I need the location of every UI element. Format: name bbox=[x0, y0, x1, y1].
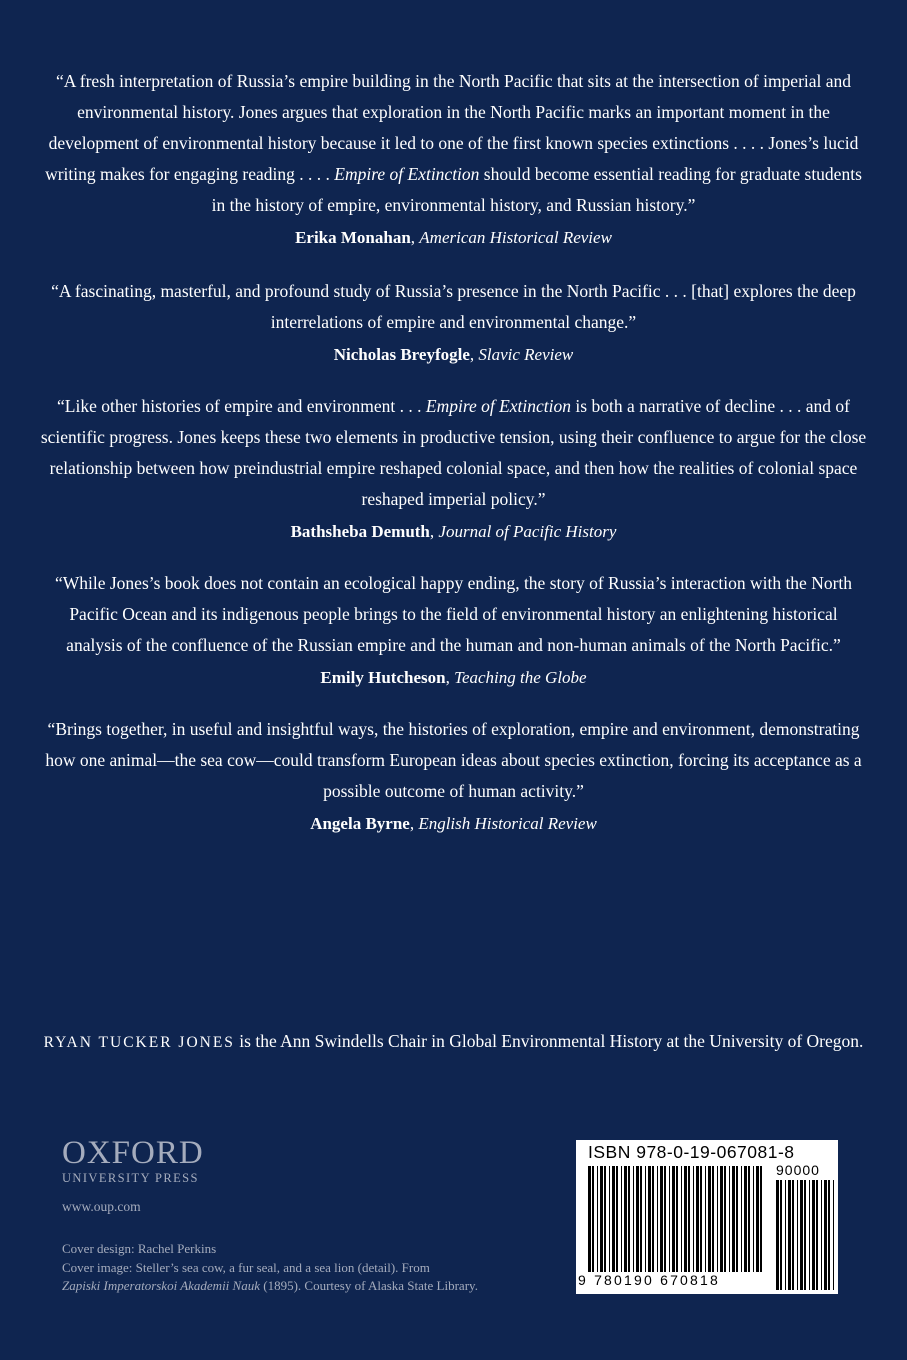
barcode-bar bbox=[669, 1166, 670, 1272]
barcode-bar bbox=[676, 1166, 678, 1272]
attribution-separator: , bbox=[469, 345, 479, 364]
attribution-separator: , bbox=[445, 668, 455, 687]
review-quote bbox=[40, 66, 867, 221]
barcode-bar bbox=[736, 1166, 738, 1272]
review-block bbox=[40, 714, 867, 836]
review-source: Slavic Review bbox=[478, 345, 574, 364]
publisher-website: www.oup.com bbox=[62, 1199, 141, 1214]
review-quote bbox=[40, 276, 867, 338]
review-attribution bbox=[40, 812, 867, 836]
attribution-separator: , bbox=[410, 228, 420, 247]
barcode-bar bbox=[732, 1166, 735, 1272]
isbn-barcode bbox=[576, 1140, 838, 1294]
barcode-bar bbox=[648, 1166, 651, 1272]
review-block bbox=[40, 568, 867, 690]
review-block bbox=[40, 391, 867, 544]
review-source: Journal of Pacific History bbox=[438, 522, 617, 541]
barcode-bar bbox=[636, 1166, 639, 1272]
barcode-bar bbox=[753, 1166, 754, 1272]
review-attribution bbox=[40, 226, 867, 250]
barcode-bar bbox=[604, 1166, 606, 1272]
barcode-bar bbox=[628, 1166, 630, 1272]
review-block bbox=[40, 66, 867, 250]
barcode-bar bbox=[592, 1166, 594, 1272]
author-name: RYAN TUCKER JONES bbox=[43, 1034, 235, 1051]
attribution-separator: , bbox=[409, 814, 419, 833]
attribution-separator: , bbox=[429, 522, 439, 541]
quote-text: is both a narrative of decline . . . and of scientific progress. Jones keeps these two elements in productive tension, using their confluence to argue for the close relationship between how preindustrial empire reshaped colonial space, and then how the realities of colonial space reshaped imperial policy.” bbox=[40, 396, 867, 509]
barcode-bar bbox=[600, 1166, 603, 1272]
reviewer-name: Bathsheba Demuth bbox=[290, 522, 430, 541]
publisher-subtitle: UNIVERSITY PRESS bbox=[62, 1171, 199, 1185]
barcode-bar bbox=[756, 1166, 759, 1272]
barcode-bar bbox=[744, 1166, 747, 1272]
cover-image-source bbox=[62, 1277, 478, 1296]
barcode-bar bbox=[588, 1166, 591, 1272]
barcode-bar bbox=[760, 1166, 762, 1272]
review-attribution bbox=[40, 666, 867, 690]
review-source: English Historical Review bbox=[418, 814, 597, 833]
cover-credits bbox=[62, 1240, 478, 1296]
quote-text: “A fascinating, masterful, and profound study of Russia’s presence in the North Pacific . . . [that] explores the deep interrelations of empire and environmental change.” bbox=[51, 281, 856, 332]
barcode-bar bbox=[729, 1166, 730, 1272]
review-attribution bbox=[40, 520, 867, 544]
barcode-bar bbox=[708, 1166, 711, 1272]
reviewer-name: Nicholas Breyfogle bbox=[333, 345, 470, 364]
barcode-addon-digits: 90000 bbox=[776, 1162, 820, 1178]
publisher-logo bbox=[62, 1136, 204, 1186]
review-quote bbox=[40, 391, 867, 515]
barcode-bar bbox=[700, 1166, 702, 1272]
barcode-bar bbox=[621, 1166, 622, 1272]
barcode-bar bbox=[688, 1166, 690, 1272]
barcode-bar bbox=[664, 1166, 666, 1272]
publisher-name: OXFORD bbox=[62, 1135, 204, 1171]
quote-text: “While Jones’s book does not contain an ecological happy ending, the story of Russia’s interaction with the North Pacific Ocean and its indigenous people brings to the field of environmental history an enlightening historical analysis of the confluence of the Russian empire and the human and non-human animals of the North Pacific.” bbox=[54, 573, 853, 655]
barcode-bar bbox=[724, 1166, 726, 1272]
isbn-label: ISBN 978-0-19-067081-8 bbox=[588, 1142, 795, 1162]
barcode-bar bbox=[657, 1166, 658, 1272]
review-quote bbox=[40, 714, 867, 807]
barcode-main-digits: 9 780190 670818 bbox=[578, 1272, 720, 1288]
barcode-bar bbox=[696, 1166, 699, 1272]
quote-title-italic: Empire of Extinction bbox=[425, 396, 572, 416]
cover-image-source-title: Zapiski Imperatorskoi Akademii Nauk bbox=[62, 1278, 260, 1293]
barcode-bar bbox=[741, 1166, 742, 1272]
barcode-bar bbox=[693, 1166, 694, 1272]
quote-text: “Like other histories of empire and environment . . . bbox=[57, 396, 426, 416]
cover-image-source-rest: (1895). Courtesy of Alaska State Library. bbox=[260, 1278, 478, 1293]
reviewer-name: Erika Monahan bbox=[295, 228, 411, 247]
barcode-bar bbox=[672, 1166, 675, 1272]
barcode-bar bbox=[609, 1166, 610, 1272]
barcode-bar bbox=[684, 1166, 687, 1272]
reviews-section bbox=[40, 66, 867, 860]
barcode-bar bbox=[652, 1166, 654, 1272]
barcode-bar bbox=[633, 1166, 634, 1272]
barcode-bar bbox=[720, 1166, 723, 1272]
cover-image-credit: Cover image: Steller’s sea cow, a fur seal, and a sea lion (detail). From bbox=[62, 1259, 430, 1275]
review-attribution bbox=[40, 343, 867, 367]
review-block bbox=[40, 276, 867, 367]
quote-title-italic: Empire of Extinction bbox=[334, 164, 480, 184]
barcode-bar bbox=[597, 1166, 598, 1272]
quote-text: “Brings together, in useful and insightful ways, the histories of exploration, empire and environment, demonstrating how one animal—the sea cow—could transform European ideas about species extinction, forcing its acceptance as a possible outcome of human activity.” bbox=[45, 719, 862, 801]
barcode-bar bbox=[612, 1166, 615, 1272]
barcode-bar bbox=[660, 1166, 663, 1272]
reviewer-name: Angela Byrne bbox=[310, 814, 410, 833]
barcode-bar bbox=[645, 1166, 646, 1272]
barcode-bar bbox=[748, 1166, 750, 1272]
reviewer-name: Emily Hutcheson bbox=[320, 668, 446, 687]
cover-design-credit: Cover design: Rachel Perkins bbox=[62, 1241, 217, 1256]
review-quote bbox=[40, 568, 867, 661]
quote-text: “A fresh interpretation of Russia’s empire building in the North Pacific that sits at the intersection of imperial and environmental history. Jones argues that exploration in the North Pacific marks an important moment in the development of environmental history because it led to one of the first known species extinctions . . . . Jones’s lucid writing makes for engaging reading . . . . bbox=[45, 71, 859, 184]
barcode-bar bbox=[624, 1166, 627, 1272]
barcode-bar bbox=[705, 1166, 706, 1272]
barcode-bar bbox=[717, 1166, 718, 1272]
author-bio bbox=[40, 1026, 867, 1058]
barcode-bar bbox=[616, 1166, 618, 1272]
review-source: American Historical Review bbox=[419, 228, 612, 247]
author-bio-text: is the Ann Swindells Chair in Global Environmental History at the University of Oregon. bbox=[234, 1031, 864, 1051]
barcode-bar bbox=[640, 1166, 642, 1272]
quote-text: should become essential reading for graduate students in the history of empire, environmental history, and Russian history.” bbox=[211, 164, 862, 215]
barcode-bar bbox=[712, 1166, 714, 1272]
barcode-bar bbox=[681, 1166, 682, 1272]
review-source: Teaching the Globe bbox=[454, 668, 587, 687]
